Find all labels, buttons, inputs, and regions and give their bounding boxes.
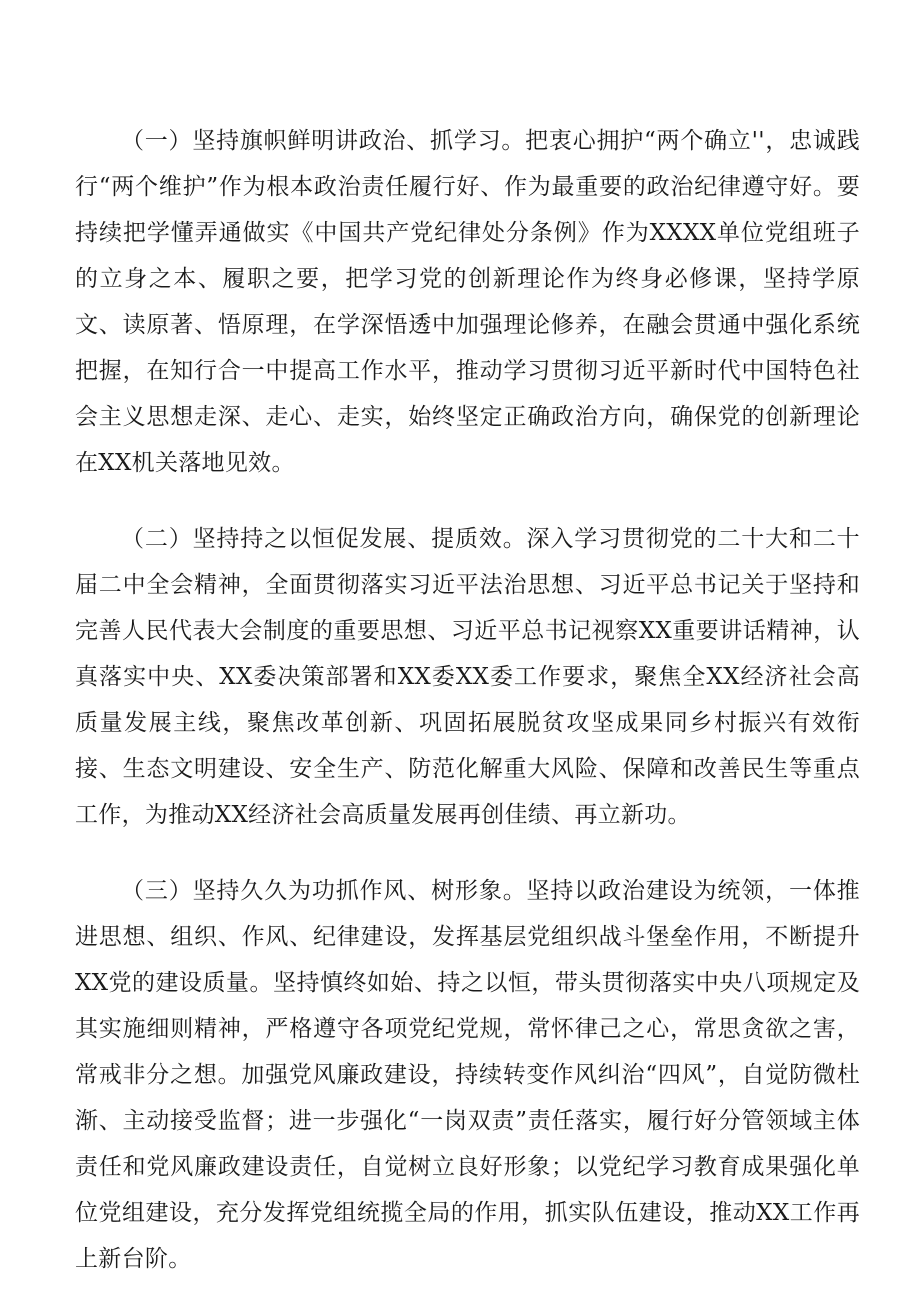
document-body: [75, 118, 860, 1312]
paragraph-2: （二）坚持持之以恒促发展、提质效。深入学习贯彻党的二十大和二十届二中全会精神，全面贯彻落实习近平法治思想、习近平总书记关于坚持和完善人民代表大会制度的重要思想、习近平总书记视察XX重要讲话精神，认真落实中央、XX委决策部署和XX委XX委工作要求，聚焦全XX经济社会高质量发展主线，聚焦改革创新、巩固拓展脱贫攻坚成果同乡村振兴有效衔接、生态文明建设、安全生产、防范化解重大风险、保障和改善民生等重点工作，为推动XX经济社会高质量发展再创佳绩、再立新功。: [75, 526, 860, 828]
paragraph-3: （三）坚持久久为功抓作风、树形象。坚持以政治建设为统领，一体推进思想、组织、作风、纪律建设，发挥基层党组织战斗堡垒作用，不断提升XX党的建设质量。坚持慎终如始、持之以恒，带头贯彻落实中央八项规定及其实施细则精神，严格遵守各项党纪党规，常怀律己之心，常思贪欲之害，常戒非分之想。加强党风廉政建设，持续转变作风纠治“四风”，自觉防微杜渐、主动接受监督；进一步强化“一岗双责”责任落实，履行好分管领域主体责任和党风廉政建设责任，自觉树立良好形象；以党纪学习教育成果强化单位党组建设，充分发挥党组统揽全局的作用，抓实队伍建设，推动XX工作再上新台阶。: [75, 878, 860, 1272]
paragraph-1: （一）坚持旗帜鲜明讲政治、抓学习。把衷心拥护“两个确立''，忠诚践行“两个维护”作为根本政治责任履行好、作为最重要的政治纪律遵守好。要持续把学懂弄通做实《中国共产党纪律处分条例》作为XXXX单位党组班子的立身之本、履职之要，把学习党的创新理论作为终身必修课，坚持学原文、读原著、悟原理，在学深悟透中加强理论修养，在融会贯通中强化系统把握，在知行合一中提高工作水平，推动学习贯彻习近平新时代中国特色社会主义思想走深、走心、走实，始终坚定正确政治方向，确保党的创新理论在XX机关落地见效。: [75, 128, 860, 476]
